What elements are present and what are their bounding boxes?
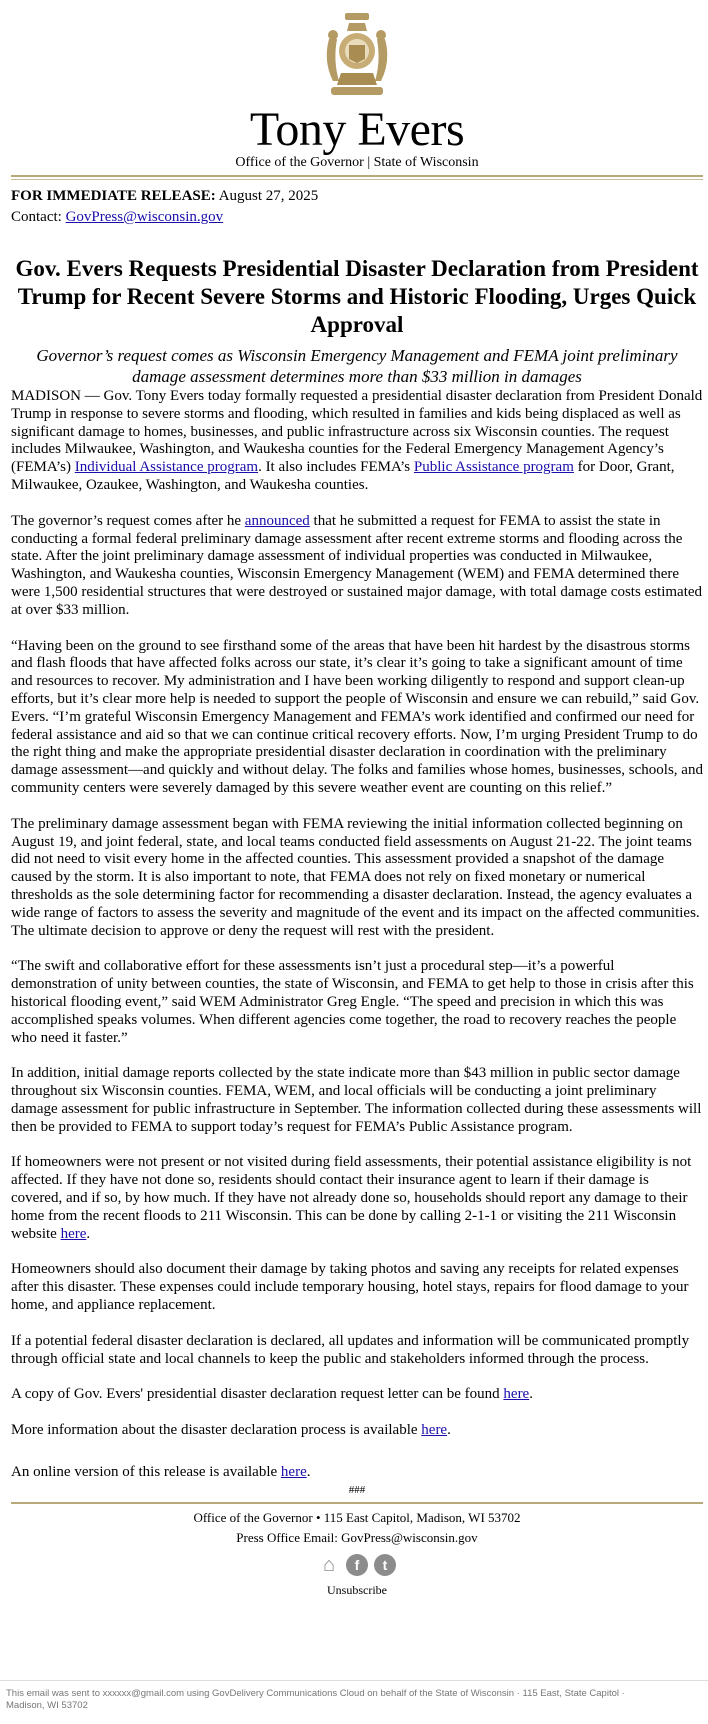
paragraph-text: A copy of Gov. Evers' presidential disaster declaration request letter can be found — [11, 1386, 504, 1403]
request-letter-link[interactable]: here — [503, 1386, 530, 1403]
end-mark: ### — [348, 1483, 366, 1496]
paragraph-text: . — [447, 1422, 451, 1439]
footer-divider — [11, 1502, 703, 1504]
header-divider-thin — [11, 179, 703, 180]
paragraph-text: . — [86, 1225, 91, 1242]
paragraph-2 — [11, 513, 703, 620]
contact-email-link[interactable]: GovPress@wisconsin.gov — [65, 209, 224, 225]
paragraph-12 — [11, 1464, 703, 1482]
paragraph-10 — [11, 1386, 703, 1404]
footer-address: Office of the Governor • 115 East Capitol, Madison, WI 53702 — [193, 1509, 521, 1525]
headline: Gov. Evers Requests Presidential Disaster Declaration from President Trump for Recent Severe Storms and Historic Flooding, Urges Quick Approval — [15, 256, 699, 337]
disclaimer-divider — [0, 1680, 708, 1681]
paragraph-text: MADISON — Gov. Tony Evers today formally requested a presidential disaster declaration from President Donald Trump in response to severe storms and flooding, which resulted in families and kids being displaced as well as significant damage to homes, businesses, and public infrastructure across six Wisconsin counties. The request includes Milwaukee, Washington, and Waukesha counties for the Federal Emergency Management Agency’s (FEMA’s) — [11, 388, 703, 476]
wisconsin-map-icon[interactable]: ⌂ — [322, 1553, 336, 1576]
header-divider — [11, 175, 703, 177]
wisconsin-seal-icon — [315, 11, 399, 101]
paragraph-text: More information about the disaster declaration process is available — [11, 1422, 422, 1439]
twitter-icon[interactable]: t — [374, 1554, 396, 1576]
unsubscribe-link[interactable]: Unsubscribe — [327, 1582, 387, 1597]
paragraph-text: for Door, Grant, Milwaukee, Ozaukee, Washington, and Waukesha counties. — [11, 459, 675, 493]
paragraph-text: . It also includes FEMA’s — [258, 459, 414, 476]
release-info — [11, 186, 703, 228]
release-label: FOR IMMEDIATE RELEASE: — [11, 188, 216, 204]
governor-name: Tony Evers — [249, 103, 465, 156]
announced-link[interactable]: announced — [244, 512, 310, 529]
paragraph-text: If homeowners were not present or not visited during field assessments, their potential assistance eligibility is not affected. If they have not done so, residents should contact their insurance agent to learn if their damage is covered, and if so, by how much. If they have not already done so, households should report any damage to their home from the recent floods to 211 Wisconsin. This can be done by calling 2-1-1 or visiting the 211 Wisconsin website — [11, 1154, 692, 1242]
paragraph-text: . — [529, 1386, 533, 1403]
email-body — [11, 0, 703, 1600]
footer — [11, 1508, 703, 1600]
paragraph-5: “The swift and collaborative effort for these assessments isn’t just a procedural step—it’s a powerful demonstration of unity between counties, the state of Wisconsin, and FEMA to get help to those in crisis after this historical flooding event,” said WEM Administrator Greg Engle. “The speed and precision in which this was accomplished speaks volumes. When different agencies come together, the road to recovery reaches the people who need it faster.” — [11, 958, 694, 1046]
paragraph-text: An online version of this release is available — [11, 1464, 281, 1481]
paragraph-7 — [11, 1154, 703, 1243]
release-date: August 27, 2025 — [218, 188, 319, 204]
online-version-link[interactable]: here — [280, 1464, 307, 1481]
declaration-process-link[interactable]: here — [421, 1422, 448, 1439]
footer-press-email: Press Office Email: GovPress@wisconsin.gov — [236, 1529, 478, 1545]
paragraph-1 — [11, 388, 703, 495]
paragraph-text: . — [306, 1464, 311, 1481]
article-body — [11, 388, 703, 1482]
office-line: Office of the Governor | State of Wisconsin — [235, 155, 479, 170]
public-assistance-link[interactable]: Public Assistance program — [413, 459, 574, 476]
211-website-link[interactable]: here — [60, 1225, 87, 1242]
delivery-disclaimer: This email was sent to xxxxxx@gmail.com using GovDelivery Communications Cloud on behalf of the State of Wisconsin · 115 East, State Capitol · Madison, WI 53702 — [6, 1688, 625, 1711]
contact-label: Contact: — [11, 209, 62, 225]
subheadline: Governor’s request comes as Wisconsin Emergency Management and FEMA joint preliminary damage assessment determines more than $33 million in damages — [36, 346, 678, 386]
paragraph-3: “Having been on the ground to see firsthand some of the areas that have been hit hardest by the disastrous storms and flash floods that have affected folks across our state, it’s clear it’s going to take a significant amount of time and resources to recover. My administration and I have been working diligently to respond and support clean-up efforts, but it’s clear more help is needed to support the people of Wisconsin and ensure we can rebuild,” said Gov. Evers. “I’m grateful Wisconsin Emergency Management and FEMA’s work identified and confirmed our need for federal assistance and aid so that we can continue critical recovery efforts. Now, I’m urging President Trump to do the right thing and make the appropriate presidential disaster declaration in coordination with the preliminary damage assessment—and quickly and without delay. The folks and families whose homes, businesses, schools, and community centers were severely damaged by this severe weather event are counting on this relief.” — [11, 637, 703, 796]
paragraph-8: Homeowners should also document their damage by taking photos and saving any receipts for related expenses after this disaster. These expenses could include temporary housing, hotel stays, repairs for flood damage to your home, and appliance replacement. — [11, 1261, 689, 1314]
paragraph-4: The preliminary damage assessment began with FEMA reviewing the initial information collected beginning on August 19, and joint federal, state, and local teams conducted field assessments on August 21-22. The joint teams did not need to visit every home in the affected counties. This assessment provided a snapshot of the damage caused by the storm. It is also important to note, that FEMA does not rely on fixed monetary or numerical thresholds as the sole determining factor for recommending a disaster declaration. Instead, the agency evaluates a wide range of factors to assess the severity and magnitude of the event and its impact on the affected communities. The ultimate decision to approve or deny the request will rest with the president. — [11, 815, 700, 939]
individual-assistance-link[interactable]: Individual Assistance program — [74, 459, 259, 476]
facebook-icon[interactable]: f — [346, 1554, 368, 1576]
paragraph-text: The governor’s request comes after he — [11, 512, 245, 529]
paragraph-9: If a potential federal disaster declaration is declared, all updates and information will be communicated promptly through official state and local channels to keep the public and stakeholders informed through the process. — [11, 1332, 690, 1367]
paragraph-text: that he submitted a request for FEMA to assist the state in conducting a formal federal preliminary damage assessment after recent extreme storms and flooding across the state. After the joint preliminary damage assessment of individual properties was conducted in Milwaukee, Washington, and Waukesha counties, Wisconsin Emergency Management (WEM) and FEMA determined there were 1,500 residential structures that were destroyed or sustained major damage, with total damage costs estimated at over $33 million. — [11, 512, 703, 618]
paragraph-6: In addition, initial damage reports collected by the state indicate more than $43 million in public sector damage throughout six Wisconsin counties. FEMA, WEM, and local officials will be conducting a joint preliminary damage assessment for public infrastructure in September. The information collected during these assessments will then be provided to FEMA to support today’s request for FEMA’s Public Assistance program. — [11, 1065, 702, 1135]
paragraph-11 — [11, 1422, 703, 1440]
social-links — [11, 1554, 703, 1576]
letterhead — [11, 11, 703, 171]
